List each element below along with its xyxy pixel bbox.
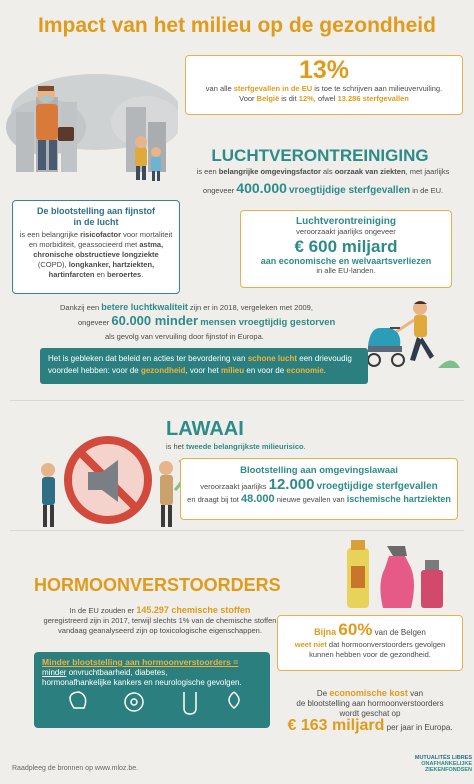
page-title: Impact van het milieu op de gezondheid — [38, 14, 436, 37]
footer-logo-line-2: ONAFHANKELIJKE ZIEKENFONDSEN — [421, 761, 472, 773]
headline-line1-highlight: sterfgevallen in de EU — [233, 84, 313, 93]
fijnstof-body: is een belangrijke risicofactor voor mortaliteit en morbiditeit, geassocieerd met astma, chronische obstructieve longziekte (COPD), longkanker, hartziekten, hartinfarcten en beroertes. — [19, 230, 173, 279]
hormone-box-line-2: hormonafhankelijke kankers en neurologische gevolgen. — [42, 678, 242, 687]
footer-logo — [392, 755, 472, 773]
air-intro — [178, 167, 468, 177]
air-quality-line-2 — [78, 313, 398, 328]
noise-card — [180, 458, 458, 520]
air-bar-hl2: gezondheid — [140, 366, 186, 375]
air-cost-value: € 600 miljard — [294, 237, 398, 256]
spray-bottles-illustration — [335, 538, 455, 610]
air-benefit-bar — [40, 348, 368, 384]
noise-sub: is het tweede belangrijkste milieurisico. — [166, 442, 306, 451]
air-bar-hl3: milieu — [221, 366, 245, 375]
section-divider-2 — [10, 530, 464, 531]
air-cost-sub: veroorzaakt jaarlijks ongeveer — [296, 227, 396, 236]
hormone-pct-line-2 — [278, 640, 462, 650]
hormone-p1-highlight: 145.297 chemische stoffen — [136, 605, 251, 615]
hormone-cost-value: € 163 miljard — [287, 717, 385, 734]
air-cost-region: in alle EU-landen. — [316, 266, 376, 275]
hormone-cost-l1-post: van — [410, 689, 424, 698]
headline-line2-count: 13.286 sterfgevallen — [337, 94, 409, 103]
headline-line2-mid: is dit — [281, 94, 297, 103]
fijnstof-p1-post: voor mortaliteit en morbiditeit, geassocieerd met — [28, 230, 173, 249]
air-bar-pre: Het is gebleken dat beleid en acties ter bevordering van — [48, 354, 246, 363]
noise-card-line-2 — [181, 493, 457, 505]
air-intro-b1: belangrijke omgevingsfactor — [218, 167, 321, 176]
air-intro2-post: in de EU. — [412, 186, 444, 195]
noise-heading: LAWAAI — [166, 418, 244, 440]
hormone-p1-line2: geregistreerd zijn in 2017, terwijl slechts 1% van de chemische stoffen — [43, 616, 277, 625]
air-quality-post: zijn er in 2018, vergeleken met 2009, — [189, 303, 313, 312]
air-bar-mid: een drievoudig voordeel hebben: voor de — [48, 354, 352, 375]
noise-card-l2-highlight: ischemische hartziekten — [346, 494, 451, 504]
air-quality2-pre: ongeveer — [78, 318, 110, 327]
noise-card-l2-mid: nieuwe gevallen van — [276, 495, 345, 504]
air-cost-card — [240, 210, 452, 288]
hormone-pct-l2-highlight: weet niet — [294, 640, 327, 649]
hormone-p1-pre: In de EU zouden er — [69, 606, 135, 615]
air-quality2-number: 60.000 minder — [111, 313, 199, 328]
headline-percent: 13% — [298, 56, 350, 84]
hormone-pct-pre: Bijna — [314, 627, 337, 637]
air-quality-pre: Dankzij een — [60, 303, 100, 312]
hormone-box-l1-post: onvruchtbaarheid, diabetes, — [68, 668, 168, 677]
hormone-awareness-card — [277, 615, 463, 671]
headline-line2-country: België — [256, 94, 280, 103]
air-bar-hl1: schone lucht — [247, 354, 298, 363]
air-quality-line-1 — [60, 302, 380, 313]
hormone-icons-row — [34, 688, 270, 718]
headline-card — [185, 55, 463, 115]
air-bar-hl4: economie — [286, 366, 324, 375]
hormone-pct-line-3: kunnen hebben voor de gezondheid. — [309, 650, 431, 659]
fijnstof-p3: en — [96, 270, 105, 279]
air-intro-mid: als — [323, 167, 333, 176]
hormone-cost-line-2: de blootstelling aan hormoonverstoorders — [296, 699, 444, 708]
hormone-heading: HORMOONVERSTOORDERS — [34, 575, 281, 595]
fijnstof-b4: beroertes — [107, 270, 142, 279]
molecule-icon — [125, 693, 143, 711]
hormone-cost-line-3: wordt geschat op — [339, 709, 401, 718]
hormone-pct-post: van de Belgen — [374, 628, 426, 637]
hormone-cost — [275, 688, 465, 733]
air-intro2-number: 400.000 — [236, 180, 287, 196]
flask-icon — [184, 692, 196, 714]
hand-icon — [70, 692, 86, 708]
noise-card-l2-number: 48.000 — [240, 493, 275, 505]
air-bar-mid2: , voor het — [185, 366, 219, 375]
headline-line-1 — [186, 84, 462, 94]
air-cost-label: Luchtverontreiniging — [296, 216, 396, 227]
footer-logo-line-1: MUTUALITÉS LIBRES — [414, 755, 472, 761]
air-bar-mid3: en voor de — [246, 366, 285, 375]
headline-line2-pre: Voor — [239, 94, 255, 103]
hormone-cost-post: per jaar in Europa. — [386, 723, 453, 732]
air-intro2-pre: ongeveer — [202, 186, 235, 195]
headline-line-2 — [186, 94, 462, 104]
fijnstof-b3: longkanker, hartziekten, hartinfarcten — [48, 260, 155, 279]
headline-line1-post: is toe te schrijven aan milieuvervuiling. — [314, 84, 443, 93]
section-divider — [10, 400, 464, 401]
air-intro-2 — [178, 180, 468, 196]
fijnstof-b2: astma, chronische obstructieve longziekte — [33, 240, 164, 259]
noise-sub-pre: is het — [166, 442, 184, 451]
hormone-box-l1-underline: minder — [42, 668, 67, 677]
fijnstof-card — [12, 200, 180, 294]
hormone-pct-l2-post: gevolgen — [414, 640, 446, 649]
hormone-cost-line-1 — [275, 688, 465, 699]
air-intro-pre: is een — [196, 167, 217, 176]
fijnstof-p2: (COPD), — [37, 260, 67, 269]
hormone-pct: 60% — [338, 620, 373, 639]
hormone-box-line-1 — [42, 668, 262, 678]
hormone-cost-l1-pre: De — [316, 689, 328, 698]
hormone-cost-l1-highlight: economische kost — [329, 688, 408, 698]
air-quality2-post: mensen vroegtijdig gestorven — [200, 317, 336, 328]
drop-icon — [229, 692, 239, 708]
air-intro-post: , met jaarlijks — [405, 167, 450, 176]
noise-card-l1-post: vroegtijdige sterfgevallen — [316, 481, 438, 492]
air-heading: LUCHTVERONTREINIGING — [211, 146, 429, 165]
noise-card-l1-pre: veroorzaakt jaarlijks — [200, 482, 267, 491]
fijnstof-p1-bold: risicofactor — [80, 230, 122, 239]
fijnstof-title: De blootstelling aan fijnstof in de lucht — [36, 206, 155, 227]
hormone-paragraph — [40, 605, 280, 636]
hormone-benefit-box — [34, 652, 270, 728]
noise-card-line-1 — [181, 476, 457, 493]
hormone-p1-line3: vandaag geanalyseerd zijn op toxicologische eigenschappen. — [58, 626, 262, 635]
air-quality-line-3: als gevolg van vervuiling door fijnstof in Europa. — [105, 332, 264, 341]
noise-illustration — [30, 430, 180, 530]
polluted-city-illustration — [6, 72, 178, 192]
footer-source: Raadpleeg de bronnen op www.mloz.be. — [12, 765, 139, 772]
hormone-box-title: Minder blootstelling aan hormoonverstoorders = — [42, 657, 239, 667]
hormone-pct-l2-mid: dat hormoonverstoorders — [328, 640, 413, 649]
hormone-cost-line-4 — [275, 717, 465, 734]
fijnstof-p1-pre: is een belangrijke — [19, 230, 79, 239]
headline-line2-pct: 12% — [298, 94, 314, 103]
jogger-with-stroller-illustration — [360, 298, 468, 390]
headline-line2-mid2: , ofwel — [313, 94, 336, 103]
air-intro-b2: oorzaak van ziekten — [334, 167, 406, 176]
noise-sub-highlight: tweede belangrijkste milieurisico — [186, 442, 304, 451]
noise-card-title: Blootstelling aan omgevingslawaai — [240, 465, 398, 476]
air-cost-desc: aan economische en welvaartsverliezen — [260, 256, 432, 266]
air-benefit-text: Het is gebleken dat beleid en acties ter bevordering van schone lucht een drievoudig voordeel hebben: voor de gezondheid, voor het milieu en voor de economie. — [48, 354, 352, 375]
headline-line1-pre: van alle — [205, 84, 232, 93]
air-intro2-mid: vroegtijdige sterfgevallen — [288, 185, 411, 196]
noise-card-l2-pre: en draagt bij tot — [187, 495, 239, 504]
air-quality-highlight: betere luchtkwaliteit — [101, 302, 188, 312]
hormone-pct-line-1 — [278, 620, 462, 640]
noise-card-l1-number: 12.000 — [268, 476, 315, 493]
